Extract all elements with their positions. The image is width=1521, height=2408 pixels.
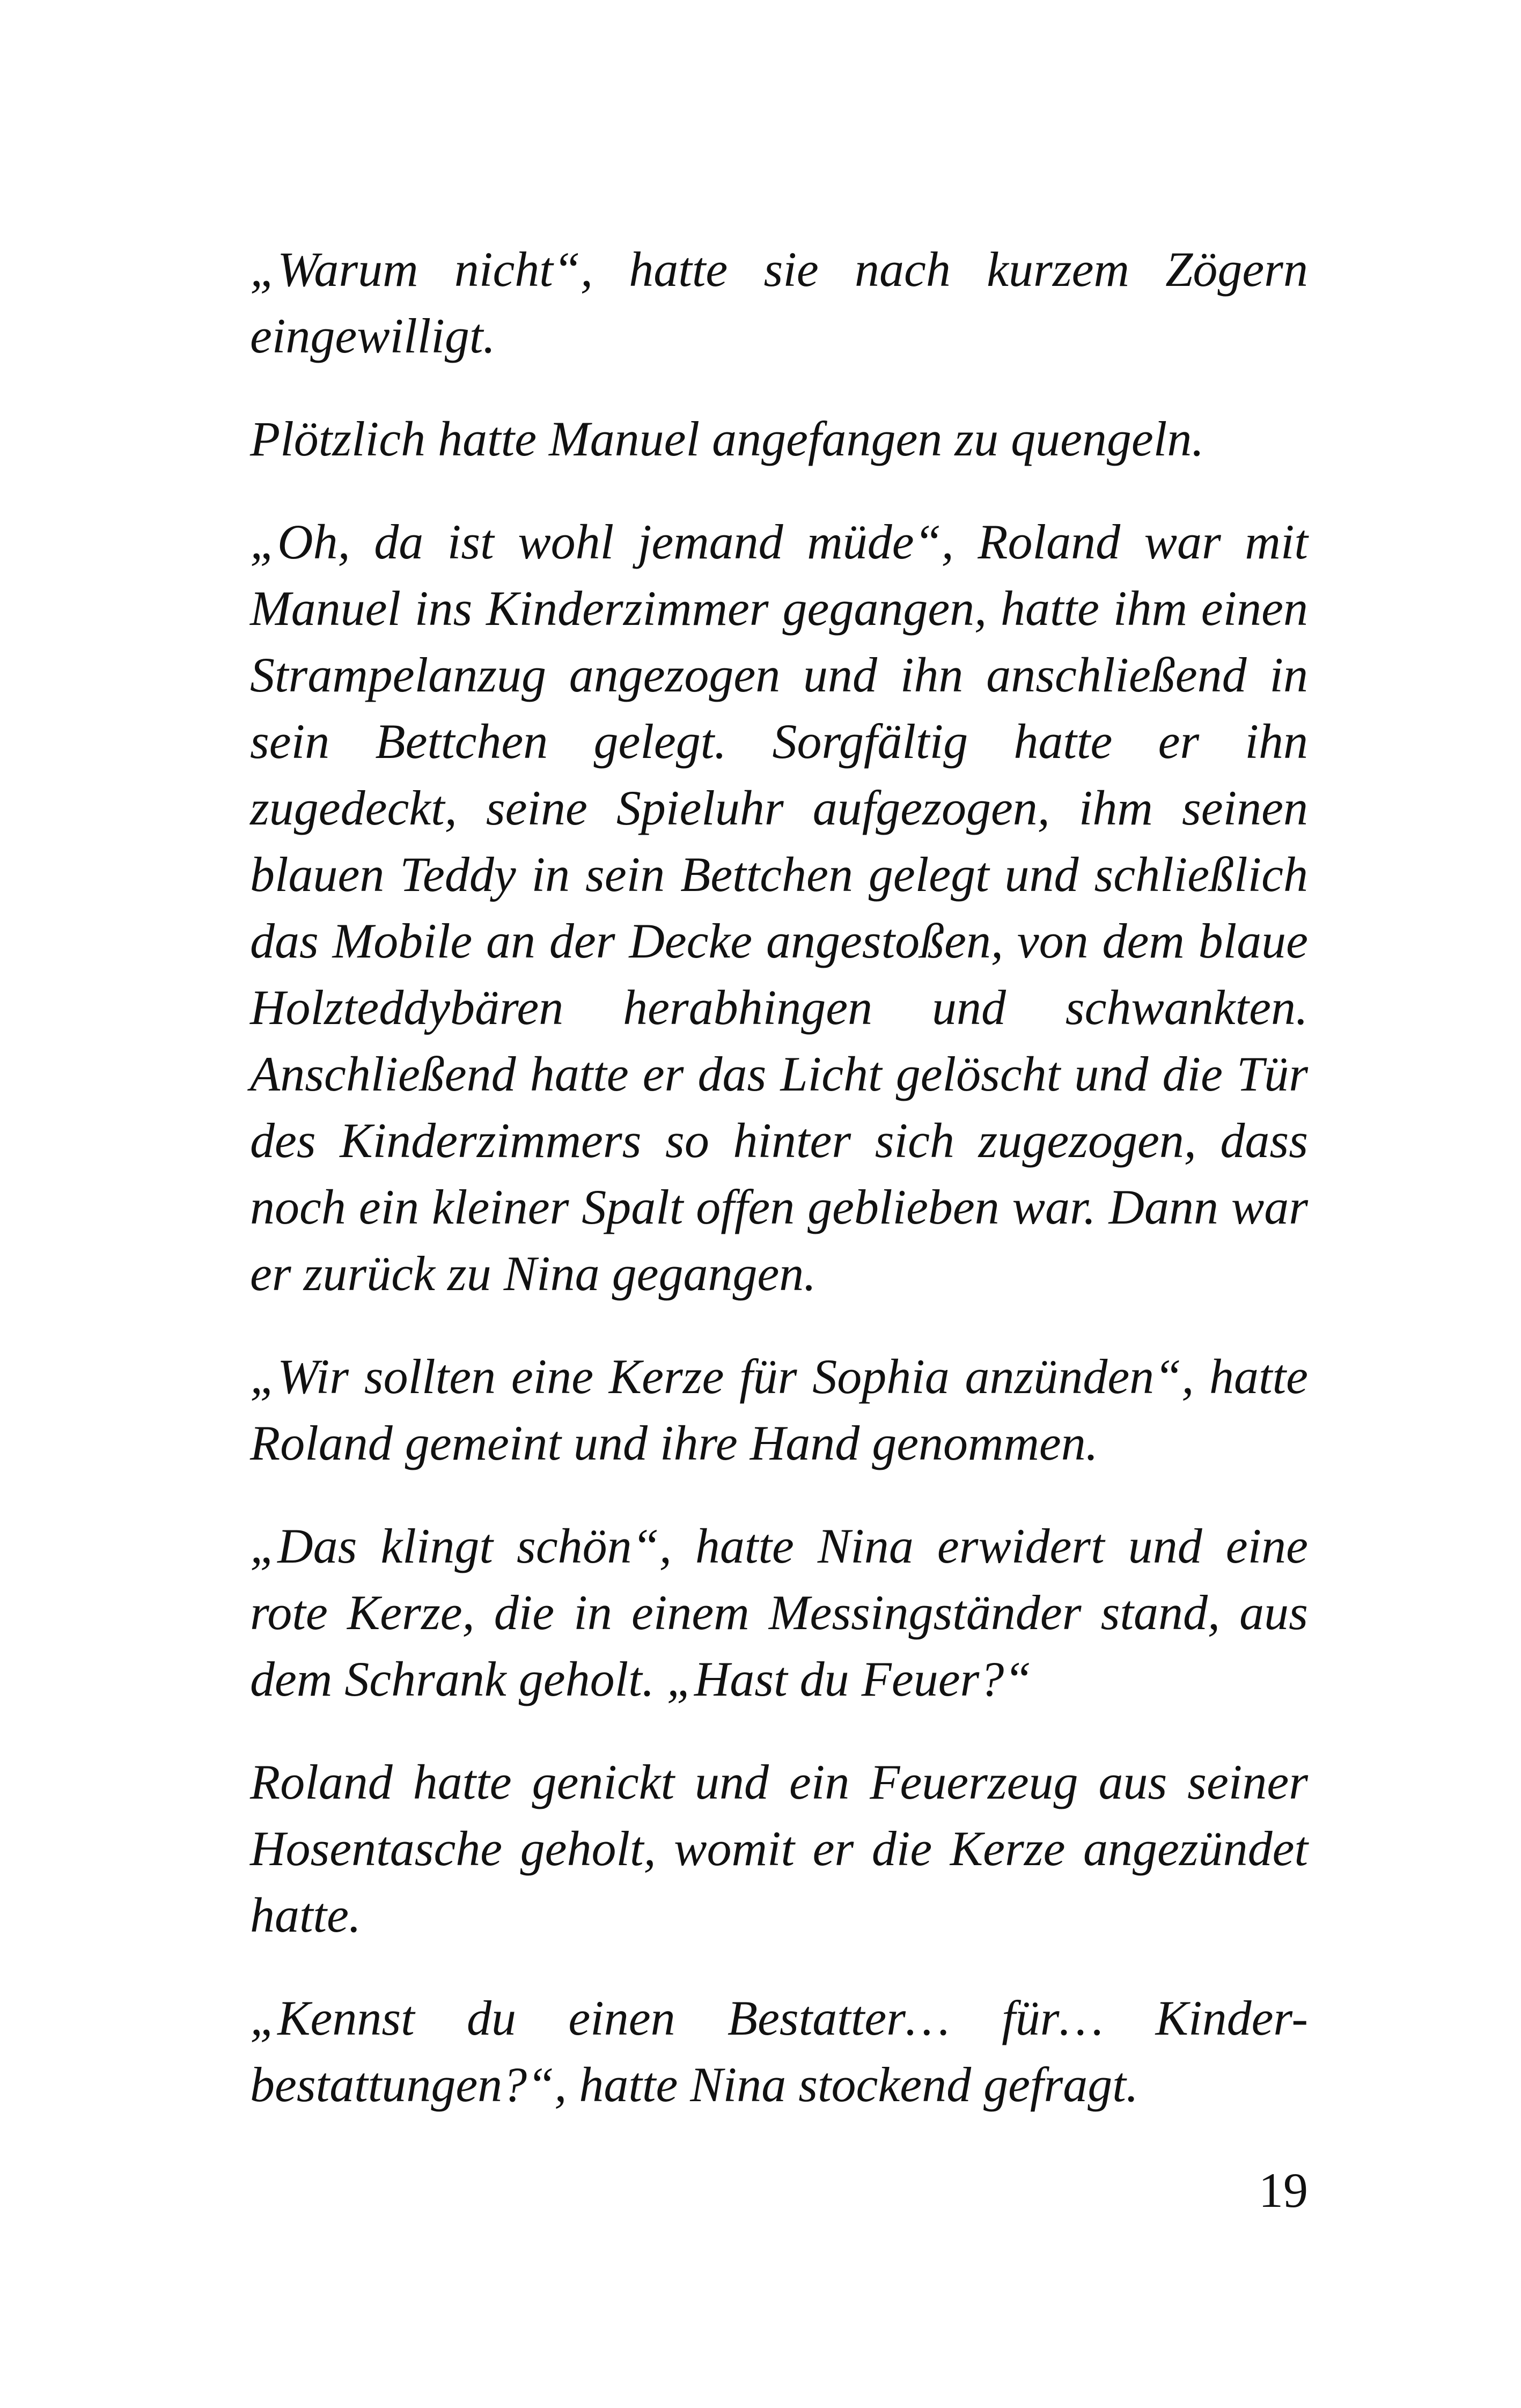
paragraph: Roland hatte genickt und ein Feuerzeug aus seiner Hosentasche geholt, womit er die Kerze angezündet hatte.	[250, 1755, 1308, 1942]
paragraph: „Das klingt schön“, hatte Nina erwidert und eine rote Kerze, die in einem Messingständer stand, aus dem Schrank geholt. „Hast du Feuer?“	[250, 1519, 1308, 1706]
body-text	[250, 236, 1308, 2154]
paragraph: „Wir sollten eine Kerze für Sophia anzünden“, hatte Roland gemeint und ihre Hand genommen.	[250, 1349, 1308, 1470]
page-number: 19	[1259, 2163, 1308, 2218]
paragraph: „Kennst du einen Bestatter… für… Kinder-bestattungen?“, hatte Nina stockend gefragt.	[250, 1991, 1308, 2112]
paragraph: Plötzlich hatte Manuel angefangen zu quengeln.	[250, 411, 1204, 466]
paragraph: „Warum nicht“, hatte sie nach kurzem Zögern eingewilligt.	[250, 242, 1308, 363]
paragraph: „Oh, da ist wohl jemand müde“, Roland war mit Manuel ins Kinderzimmer gegangen, hatte ihm einen Strampelanzug angezogen und ihn anschließend in sein Bettchen gelegt. Sorgfältig hatte er ihn zugedeckt, seine Spieluhr aufgezogen, ihm seinen blauen Teddy in sein Bettchen gelegt und schließlich das Mobile an der Decke angestoßen, von dem blaue Holzteddybären herabhingen und schwankten. Anschließend hatte er das Licht gelöscht und die Tür des Kinderzimmers so hinter sich zugezogen, dass noch ein kleiner Spalt offen geblieben war. Dann war er zurück zu Nina gegangen.	[250, 514, 1308, 1301]
